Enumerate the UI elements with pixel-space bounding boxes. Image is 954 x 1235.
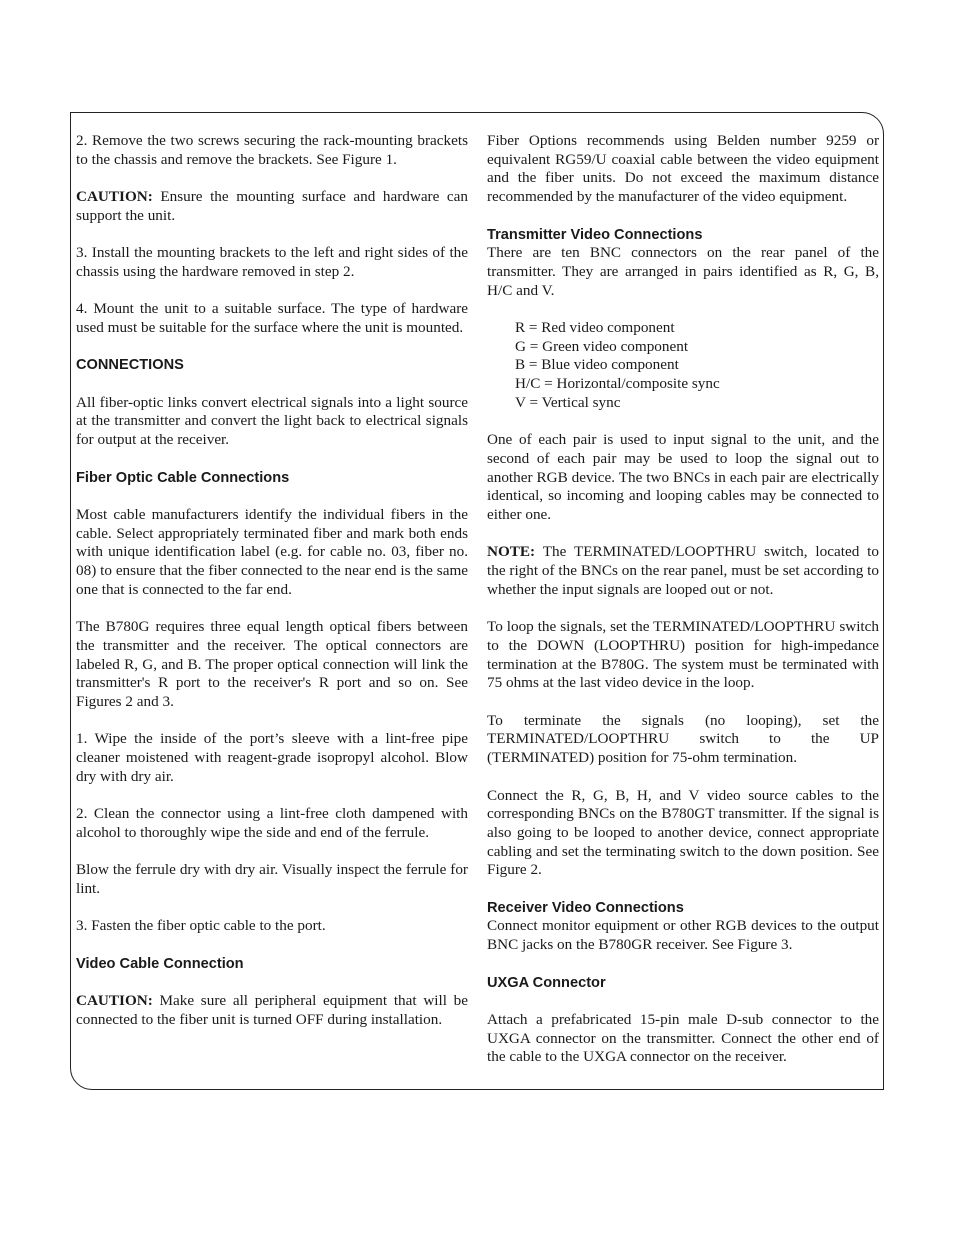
left-column [76, 132, 468, 1048]
definition-item: B = Blue video component [515, 356, 679, 374]
caution-power-off [76, 992, 468, 1029]
caution-mounting [76, 188, 468, 225]
note-switch [487, 543, 879, 599]
heading-receiver-video-connections: Receiver Video Connections [487, 899, 684, 916]
step-3-fasten-cable: 3. Fasten the fiber optic cable to the port. [76, 917, 326, 935]
right-column [487, 132, 879, 1086]
connections-intro: All fiber-optic links convert electrical signals into a light source at the transmitter and convert the light back to electrical signals for output at the receiver. [76, 393, 468, 449]
step-2-clean-connector: 2. Clean the connector using a lint-free cloth dampened with alcohol to thoroughly wipe the side and end of the ferrule. [76, 805, 468, 841]
step-3-install-brackets: 3. Install the mounting brackets to the left and right sides of the chassis using the hardware removed in step 2. [76, 244, 468, 280]
terminate-signals-paragraph: To terminate the signals (no looping), set the TERMINATED/LOOPTHRU switch to the UP (TERMINATED) position for 75-ohm termination. [487, 711, 879, 767]
definition-item: G = Green video component [515, 337, 689, 355]
definition-item: V = Vertical sync [515, 393, 621, 411]
fiber-identify-paragraph: Most cable manufacturers identify the individual fibers in the cable. Select appropriately terminated fiber and mark both ends with unique identification label (e.g. for cable no. 03, fiber no. 08) to ensure that the fiber connected to the near end is the same one that is connected to the far end. [76, 505, 468, 598]
fiber-requirements-paragraph: The B780G requires three equal length optical fibers between the transmitter and the receiver. The optical connectors are labeled R, G, and B. The proper optical connection will link the transmitter's R port to the receiver's R port and so on. See Figures 2 and 3. [76, 618, 468, 710]
caution-text: Make sure all peripheral equipment that will be connected to the fiber unit is turned OFF during installation. [76, 992, 468, 1028]
loop-signals-paragraph: To loop the signals, set the TERMINATED/LOOPTHRU switch to the DOWN (LOOPTHRU) position for high-impedance termination at the B780G. The system must be terminated with 75 ohms at the last video device in the loop. [487, 618, 879, 692]
belden-cable-paragraph: Fiber Options recommends using Belden number 9259 or equivalent RG59/U coaxial cable between the video equipment and the fiber units. Do not exceed the maximum distance recommended by the manufacturer of the video equipment. [487, 132, 879, 206]
note-label: NOTE: [487, 543, 536, 561]
bnc-pairs-paragraph: One of each pair is used to input signal to the unit, and the second of each pair may be used to loop the signal out to another RGB device. The two BNCs in each pair are electrically identical, so incoming and looping cables may be connected to either one. [487, 431, 879, 524]
step-4-mount-unit: 4. Mount the unit to a suitable surface. The type of hardware used must be suitable for the surface where the unit is mounted. [76, 300, 468, 336]
heading-video-cable-connection: Video Cable Connection [76, 955, 244, 972]
heading-fiber-optic-cable-connections: Fiber Optic Cable Connections [76, 469, 290, 486]
heading-connections: CONNECTIONS [76, 357, 184, 374]
definition-item: R = Red video component [515, 319, 675, 336]
definition-item: H/C = Horizontal/composite sync [515, 375, 720, 393]
uxga-paragraph: Attach a prefabricated 15-pin male D-sub connector to the UXGA connector on the transmitter. Connect the other end of the cable to the UXGA connector on the receiver. [487, 1010, 879, 1066]
heading-transmitter-video-connections: Transmitter Video Connections [487, 226, 703, 243]
note-text: The TERMINATED/LOOPTHRU switch, located to the right of the BNCs on the rear panel, must be set according to whether the input signals are looped out or not. [487, 543, 879, 598]
caution-text: Ensure the mounting surface and hardware can support the unit. [76, 188, 468, 224]
connect-sources-paragraph: Connect the R, G, B, H, and V video source cables to the corresponding BNCs on the B780GT transmitter. If the signal is also going to be looped to another device, connect appropriate cabling and set the terminating switch to the down position. See Figure 2. [487, 786, 879, 879]
caution-label: CAUTION: [76, 188, 153, 206]
step-2-remove-screws: 2. Remove the two screws securing the rack-mounting brackets to the chassis and remove the brackets. See Figure 1. [76, 132, 468, 168]
blow-ferrule-dry: Blow the ferrule dry with dry air. Visually inspect the ferrule for lint. [76, 861, 468, 897]
step-1-wipe-sleeve: 1. Wipe the inside of the port’s sleeve with a lint-free pipe cleaner moistened with reagent-grade isopropyl alcohol. Blow dry with dry air. [76, 730, 468, 785]
heading-uxga-connector: UXGA Connector [487, 974, 606, 991]
receiver-paragraph: Connect monitor equipment or other RGB devices to the output BNC jacks on the B780GR receiver. See Figure 3. [487, 917, 879, 954]
transmitter-bnc-paragraph: There are ten BNC connectors on the rear panel of the transmitter. They are arranged in pairs identified as R, G, B, H/C and V. [487, 244, 879, 299]
signal-definitions-list [515, 319, 879, 413]
caution-label: CAUTION: [76, 992, 153, 1010]
